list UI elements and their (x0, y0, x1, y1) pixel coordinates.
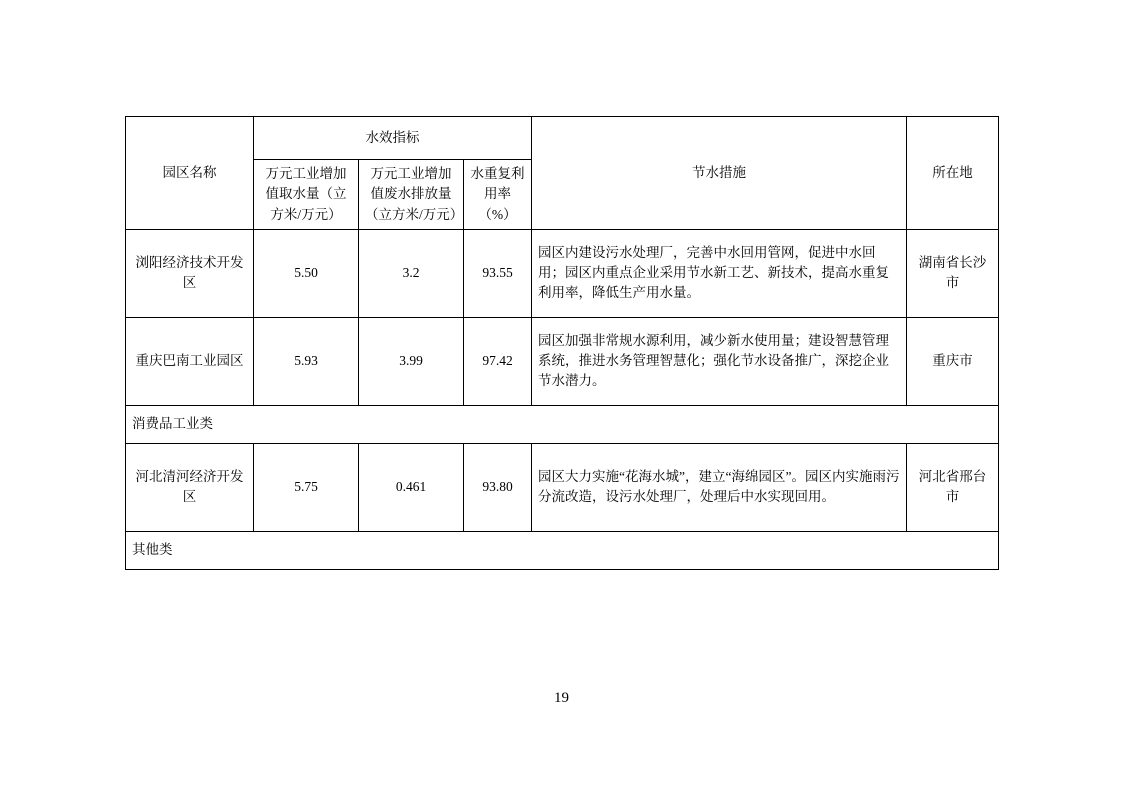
table-row (126, 229, 999, 317)
header-measures: 节水措施 (532, 117, 907, 230)
header-location: 所在地 (907, 117, 999, 230)
cell-reuse-rate: 93.55 (464, 229, 532, 317)
cell-measures: 园区加强非常规水源利用，减少新水使用量；建设智慧管理系统，推进水务管理智慧化；强化节水设备推广，深挖企业节水潜力。 (532, 317, 907, 405)
cell-park-name: 浏阳经济技术开发区 (126, 229, 254, 317)
cell-discharge: 3.99 (359, 317, 464, 405)
table-section-row (126, 405, 999, 443)
cell-measures: 园区大力实施“花海水城”，建立“海绵园区”。园区内实施雨污分流改造，设污水处理厂，处理后中水实现回用。 (532, 443, 907, 531)
cell-discharge: 3.2 (359, 229, 464, 317)
cell-measures: 园区内建设污水处理厂，完善中水回用管网，促进中水回用；园区内重点企业采用节水新工艺、新技术，提高水重复利用率，降低生产用水量。 (532, 229, 907, 317)
cell-discharge: 0.461 (359, 443, 464, 531)
cell-reuse-rate: 93.80 (464, 443, 532, 531)
header-discharge-per-10k: 万元工业增加值废水排放量（立方米/万元） (359, 160, 464, 230)
table-header-row-1 (126, 117, 999, 160)
cell-intake: 5.93 (254, 317, 359, 405)
water-efficiency-table (125, 116, 999, 570)
cell-reuse-rate: 97.42 (464, 317, 532, 405)
header-park-name: 园区名称 (126, 117, 254, 230)
header-intake-per-10k: 万元工业增加值取水量（立方米/万元） (254, 160, 359, 230)
cell-intake: 5.50 (254, 229, 359, 317)
table-row (126, 443, 999, 531)
section-title-consumer-goods: 消费品工业类 (126, 405, 999, 443)
cell-location: 河北省邢台市 (907, 443, 999, 531)
header-reuse-rate: 水重复利用率（%） (464, 160, 532, 230)
page-number: 19 (554, 690, 569, 706)
section-title-other: 其他类 (126, 531, 999, 569)
table-section-row (126, 531, 999, 569)
cell-location: 重庆市 (907, 317, 999, 405)
table-row (126, 317, 999, 405)
cell-park-name: 河北清河经济开发区 (126, 443, 254, 531)
header-water-efficiency-group: 水效指标 (254, 117, 532, 160)
cell-location: 湖南省长沙市 (907, 229, 999, 317)
cell-intake: 5.75 (254, 443, 359, 531)
cell-park-name: 重庆巴南工业园区 (126, 317, 254, 405)
water-efficiency-table-wrapper (125, 116, 998, 570)
